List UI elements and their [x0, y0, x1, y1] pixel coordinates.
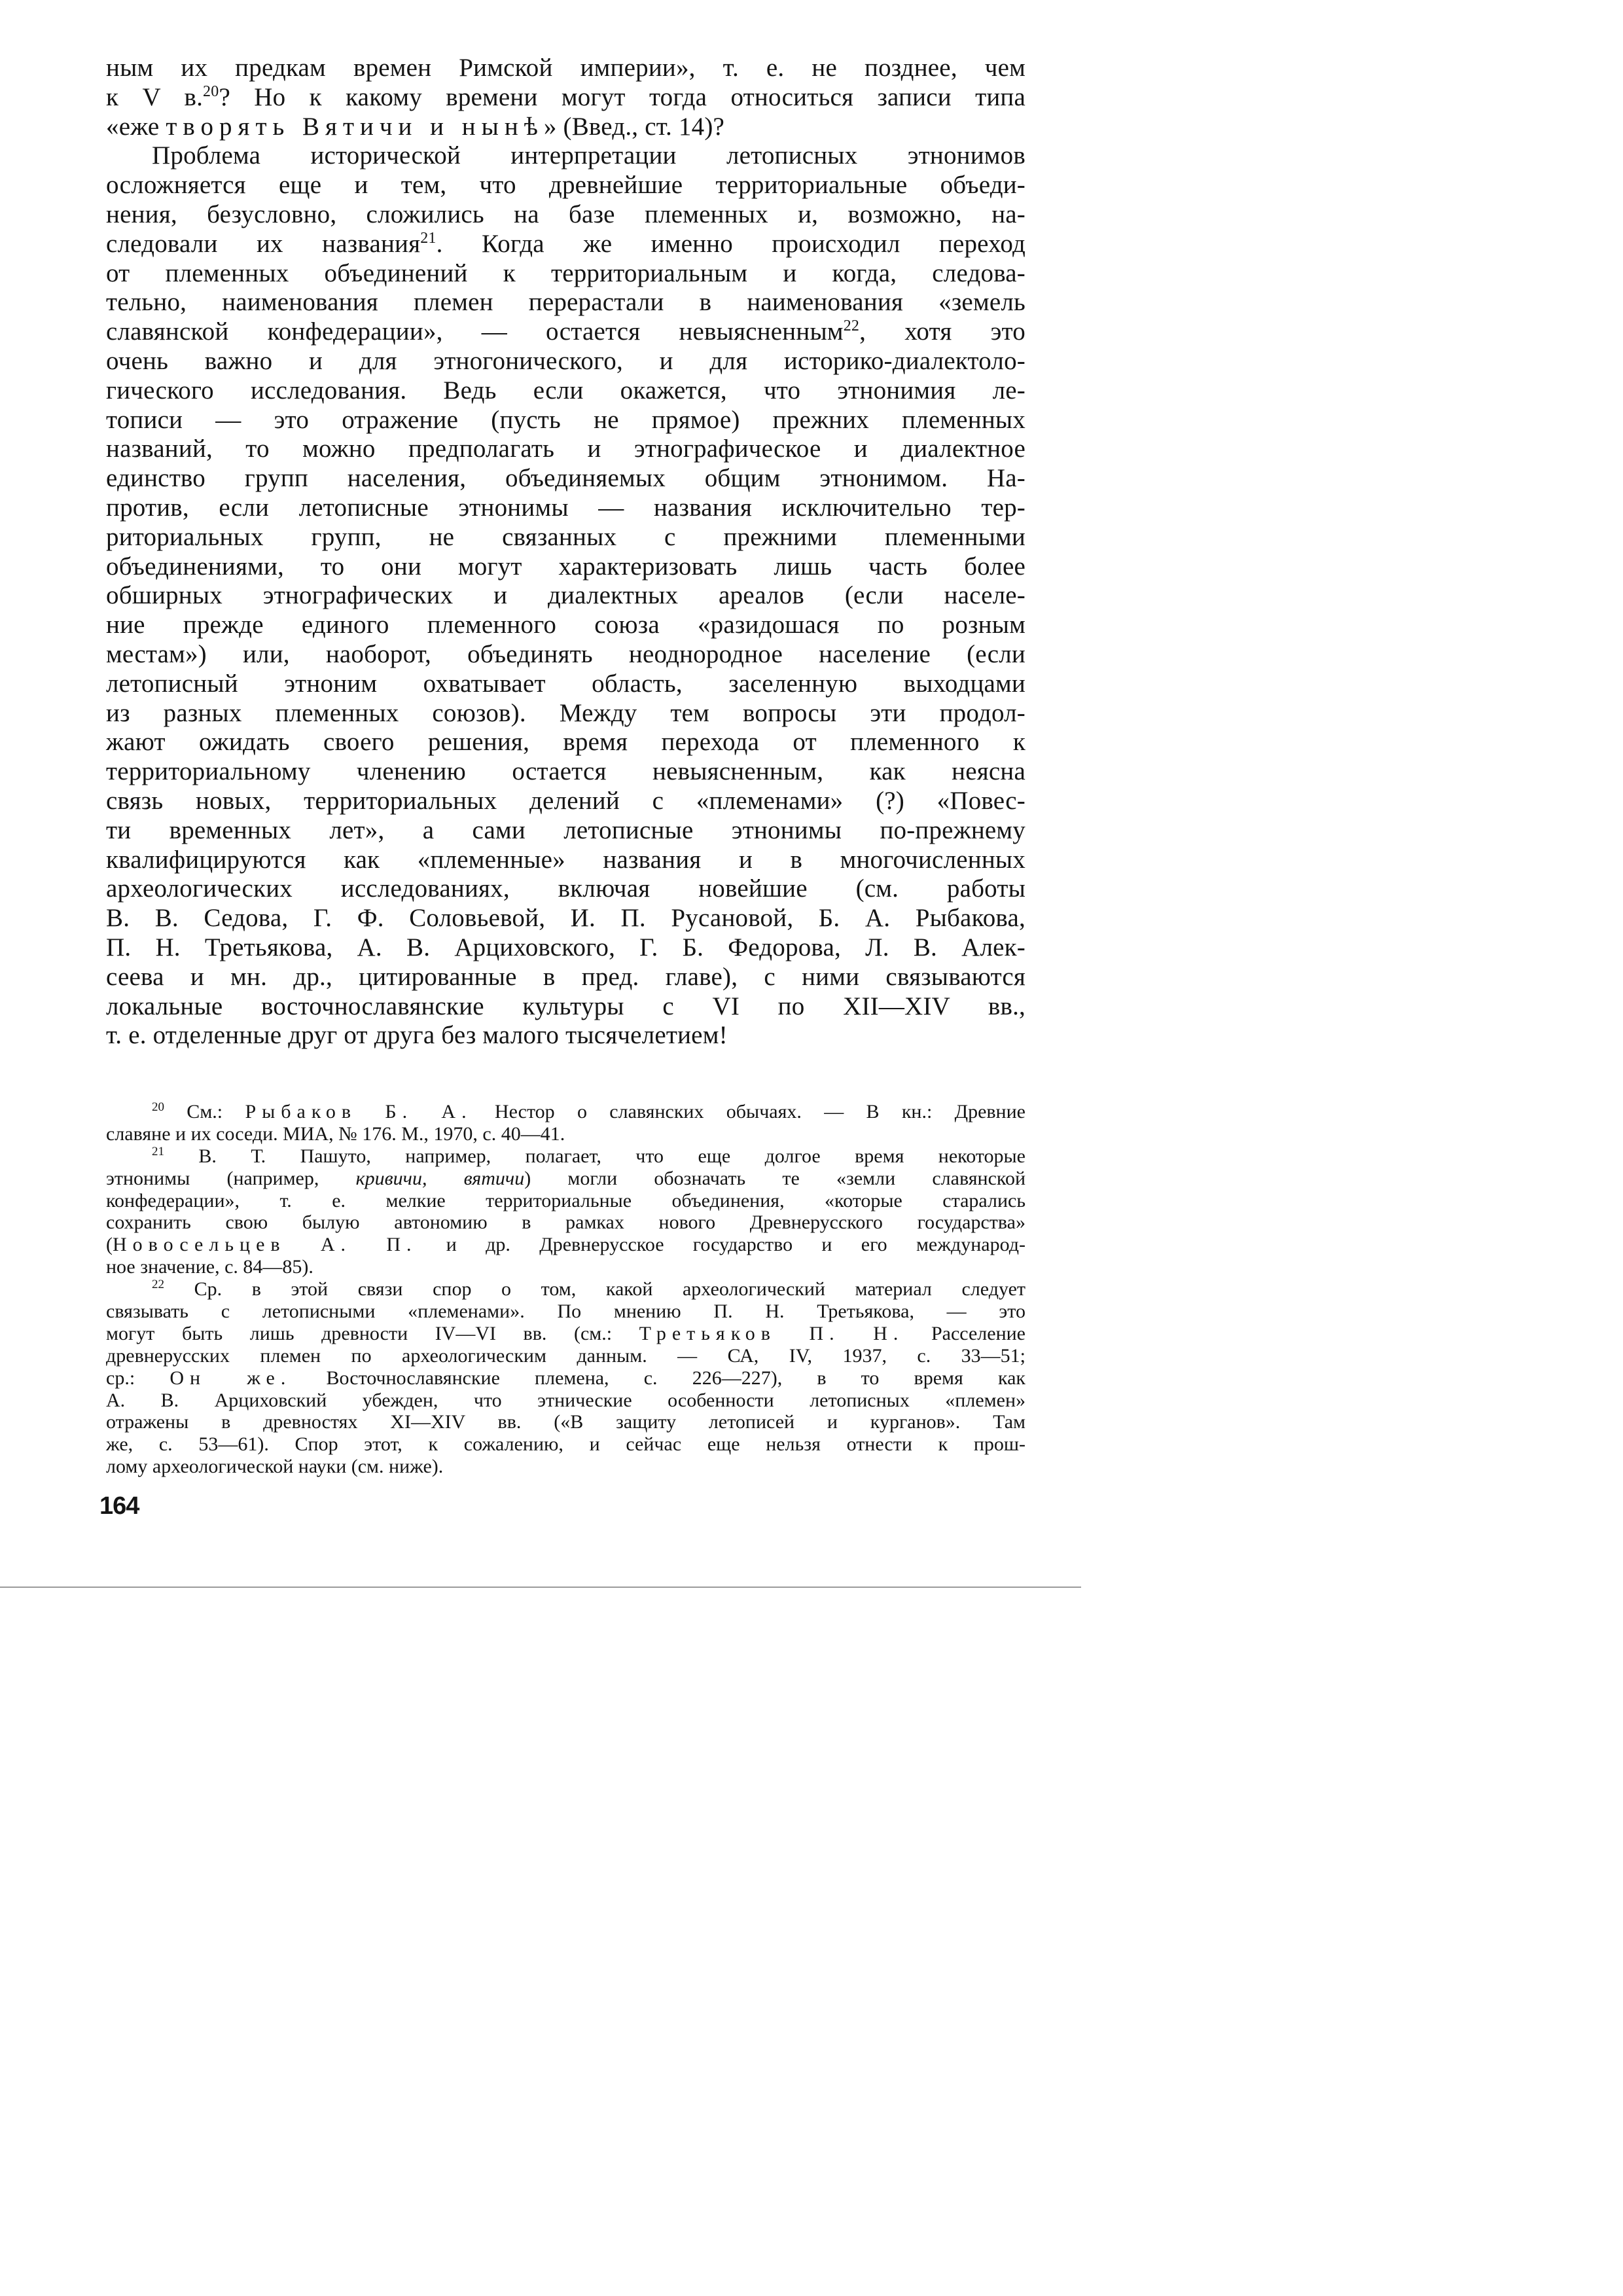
- author-name: Рыбаков Б. А.: [245, 1101, 473, 1122]
- text-fragment: » (Введ., ст. 14)?: [543, 112, 725, 141]
- text-line: П. Н. Третьякова, А. В. Арциховского, Г. Б. Федорова, Л. В. Алек-: [106, 933, 1026, 961]
- note-fragment: Восточнославянские племена, с. 226—227), в то время как: [291, 1367, 1026, 1389]
- text-line: [106, 317, 1026, 347]
- text-line: связь новых, территориальных делений с «племенами» (?) «Повес-: [106, 786, 1026, 815]
- footnote-line: отражены в древностях XI—XIV вв. («В защиту летописей и курганов». Там: [106, 1411, 1026, 1433]
- text-line: [106, 230, 1026, 259]
- text-line: местам») или, наоборот, объединять неоднородное население (если: [106, 639, 1026, 668]
- footnote-ref: 20: [203, 82, 219, 100]
- text-fragment: «еже: [106, 112, 160, 141]
- footnote-line: же, с. 53—61). Спор этот, к сожалению, и сейчас еще нельзя отнести к прош-: [106, 1433, 1026, 1456]
- text-fragment: . Когда же именно происходил переход: [436, 229, 1026, 258]
- text-fragment: славянской конфедерации», — остается невыясненным: [106, 317, 844, 346]
- footnote-number: 20: [152, 1100, 164, 1114]
- text-line: объединениями, то они могут характеризовать лишь часть более: [106, 552, 1026, 581]
- text-line: названий, то можно предполагать и этнографическое и диалектное: [106, 435, 1026, 463]
- author-name: Он же.: [169, 1367, 292, 1389]
- text-line: от племенных объединений к территориальным и когда, следова-: [106, 259, 1026, 287]
- note-fragment: могут быть лишь древности IV—VI вв. (см.:: [106, 1322, 639, 1344]
- author-name: Третьяков П. Н.: [639, 1322, 904, 1344]
- text-line: обширных этнографических и диалектных ареалов (если населе-: [106, 581, 1026, 610]
- footnote-line: сохранить свою былую автономию в рамках нового Древнерусского государства»: [106, 1211, 1026, 1234]
- text-fragment: ? Но к какому времени могут тогда относиться записи типа: [219, 82, 1026, 111]
- text-line: ние прежде единого племенного союза «разидошася по розным: [106, 611, 1026, 639]
- text-fragment: к V в.: [106, 82, 204, 111]
- note-fragment: ср.:: [106, 1367, 170, 1389]
- footnote-line: [106, 1367, 1026, 1390]
- page-number: 164: [99, 1492, 139, 1520]
- footnote-line: [106, 1168, 1026, 1190]
- page-edge-divider: [0, 1587, 1081, 1588]
- text-line: риториальных групп, не связанных с прежними племенными: [106, 522, 1026, 551]
- footnote-line: [106, 1278, 1026, 1300]
- note-fragment: ) могли обозначать те «земли славянской: [524, 1167, 1026, 1189]
- note-fragment: См.:: [164, 1101, 245, 1122]
- footnote-ref: 22: [843, 317, 860, 335]
- footnote-line: древнерусских племен по археологическим данным. — СА, IV, 1937, с. 33—51;: [106, 1344, 1026, 1367]
- text-line: жают ожидать своего решения, время перехода от племенного к: [106, 728, 1026, 757]
- italic-ethnonyms: кривичи, вятичи: [355, 1167, 525, 1189]
- note-fragment: Расселение: [904, 1322, 1026, 1344]
- footnote-ref: 21: [420, 229, 437, 247]
- text-fragment: следовали их названия: [106, 229, 421, 258]
- text-line: квалифицируются как «племенные» названия и в многочисленных: [106, 845, 1026, 874]
- text-line: нения, безусловно, сложились на базе племенных и, возможно, на-: [106, 200, 1026, 228]
- text-line: В. В. Седова, Г. Ф. Соловьевой, И. П. Русановой, Б. А. Рыбакова,: [106, 904, 1026, 933]
- text-line: локальные восточнославянские культуры с VI по XII—XIV вв.,: [106, 992, 1026, 1020]
- text-line: тописи — это отражение (пусть не прямое) прежних племенных: [106, 405, 1026, 434]
- note-fragment: (: [106, 1234, 113, 1256]
- text-line: ти временных лет», а сами летописные этнонимы по-прежнему: [106, 816, 1026, 844]
- footnote-line: [106, 1234, 1026, 1256]
- text-line: осложняется еще и тем, что древнейшие территориальные объеди-: [106, 171, 1026, 200]
- chronicle-quote: творять Вятичи и нынѣ: [166, 112, 544, 141]
- footnotes: [106, 1101, 1026, 1478]
- text-line: археологических исследованиях, включая новейшие (см. работы: [106, 874, 1026, 903]
- footnote-line: славяне и их соседи. МИА, № 176. М., 1970, с. 40—41.: [106, 1122, 565, 1145]
- text-line: [106, 113, 1026, 142]
- text-line: из разных племенных союзов). Между тем вопросы эти продол-: [106, 698, 1026, 727]
- text-fragment: , хотя это: [859, 317, 1026, 346]
- text-line: единство групп населения, объединяемых общим этнонимом. На-: [106, 464, 1026, 493]
- text-line: территориальному членению остается невыясненным, как неясна: [106, 757, 1026, 786]
- text-line: Проблема исторической интерпретации летописных этнонимов: [152, 141, 1026, 170]
- text-line: т. е. отделенные друг от друга без малого тысячелетием!: [106, 1021, 728, 1050]
- footnote-number: 22: [152, 1278, 164, 1292]
- footnote-line: связывать с летописными «племенами». По мнению П. Н. Третьякова, — это: [106, 1300, 1026, 1323]
- text-line: тельно, наименования племен перерастали в наименования «земель: [106, 288, 1026, 317]
- text-line: очень важно и для этногонического, и для историко-диалектоло-: [106, 346, 1026, 375]
- footnote-line: А. В. Арциховский убежден, что этнические особенности летописных «племен»: [106, 1389, 1026, 1411]
- text-line: против, если летописные этнонимы — названия исключительно тер-: [106, 493, 1026, 522]
- footnote-line: конфедерации», т. е. мелкие территориальные объединения, «которые старались: [106, 1189, 1026, 1211]
- note-fragment: В. Т. Пашуто, например, полагает, что еще долгое время некоторые: [164, 1145, 1026, 1167]
- text-line: летописный этноним охватывает область, заселенную выходцами: [106, 669, 1026, 698]
- author-name: Новосельцев А. П.: [113, 1234, 418, 1256]
- text-line: гического исследования. Ведь если окажется, что этнонимия ле-: [106, 376, 1026, 404]
- text-line: ным их предкам времен Римской империи», т. е. не позднее, чем: [106, 54, 1026, 82]
- footnote-number: 21: [152, 1144, 164, 1158]
- text-line: [106, 83, 1026, 113]
- footnote-line: [106, 1101, 1026, 1123]
- text-line: сеева и мн. др., цитированные в пред. главе), с ними связываются: [106, 962, 1026, 991]
- main-text: [106, 54, 1026, 1050]
- note-fragment: Нестор о славянских обычаях. — В кн.: Древние: [472, 1101, 1026, 1122]
- note-fragment: и др. Древнерусское государство и его международ-: [417, 1234, 1026, 1256]
- footnote-line: ное значение, с. 84—85).: [106, 1256, 313, 1278]
- footnote-line: [106, 1145, 1026, 1168]
- note-fragment: Ср. в этой связи спор о том, какой археологический материал следует: [164, 1278, 1026, 1300]
- note-fragment: этнонимы (например,: [106, 1167, 356, 1189]
- footnote-line: [106, 1323, 1026, 1345]
- footnote-line: лому археологической науки (см. ниже).: [106, 1456, 444, 1478]
